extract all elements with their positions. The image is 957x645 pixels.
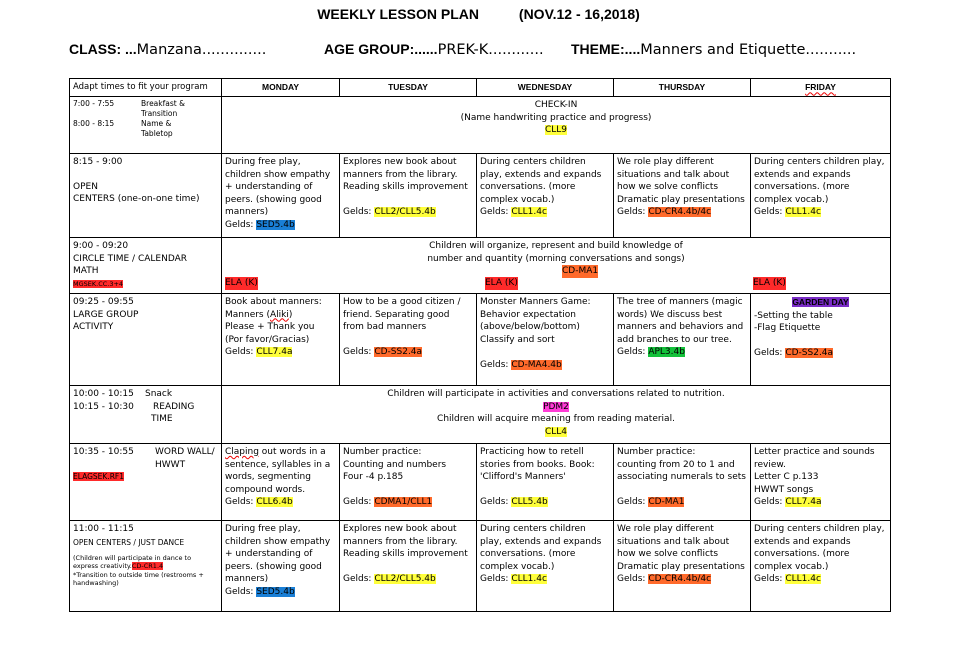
ela-badge-monday: ELA (K) (225, 278, 258, 288)
time-text: 10:35 - 10:55 (73, 447, 134, 457)
cell-text: -Setting the table (754, 310, 833, 321)
friday-cell (751, 294, 891, 386)
table-row (70, 154, 891, 238)
time-cell (70, 154, 222, 238)
cell-text (225, 309, 336, 322)
cell-text: Letter C p.133 (754, 472, 819, 482)
activity-text: CIRCLE TIME / CALENDAR (73, 253, 188, 264)
time-cell (70, 386, 222, 444)
tuesday-cell (340, 444, 477, 521)
age-group-label: AGE GROUP:...... (324, 41, 438, 57)
standard-code: CD-MA1 (648, 497, 685, 507)
gelds-label: Gelds: (754, 348, 783, 358)
snack-reading-cell (222, 386, 891, 444)
cell-text: Number practice: (617, 447, 696, 457)
standard-code: SED5.4b (256, 219, 295, 230)
checkin-desc: (Name handwriting practice and progress) (460, 112, 652, 123)
class-value: Manzana.............. (136, 42, 267, 58)
cell-text: Four -4 p.185 (343, 472, 404, 482)
table-header-row (70, 79, 891, 97)
monday-header: MONDAY (222, 79, 340, 97)
activity-text: LARGE GROUP (73, 309, 139, 320)
cell-text: During centers children play, extends and expands conversations. (more complex vocab.) (754, 157, 885, 205)
friday-cell (751, 154, 891, 238)
cell-text: We role play different situations and talk about how we solve conflicts Dramatic play presentations (617, 524, 745, 572)
cell-text: We role play different situations and talk about how we solve conflicts Dramatic play presentations (617, 157, 745, 205)
table-row (70, 444, 891, 521)
ela-badge-friday: ELA (K) (753, 278, 786, 288)
standard-code: CLL5.4b (511, 497, 548, 507)
friday-label: FRIDAY (805, 82, 836, 93)
friday-cell (751, 444, 891, 521)
standard-code: CLL1.4c (511, 574, 547, 584)
tuesday-cell (340, 294, 477, 386)
wednesday-cell (477, 521, 614, 612)
gelds-label: Gelds: (225, 586, 254, 597)
cell-text: number and quantity (morning conversations and songs) (427, 253, 685, 264)
age-group-field (324, 41, 544, 58)
time-text: 8:15 - 9:00 (73, 157, 123, 167)
tuesday-cell (340, 154, 477, 238)
cell-text: During free play, children show empathy + understanding of peers. (showing good manners) (225, 524, 331, 584)
standard-code: CLL1.4c (785, 207, 821, 217)
gelds-label: Gelds: (480, 359, 509, 370)
time-cell (70, 97, 222, 154)
gelds-label: Gelds: (225, 219, 254, 230)
cell-text: (Por favor/Gracias) (225, 334, 310, 345)
cell-text: Book about manners: (225, 297, 322, 307)
thursday-cell (614, 521, 751, 612)
cell-text: ) (288, 309, 293, 320)
cell-text: Children will participate in activities and conversations related to nutrition. (387, 389, 725, 399)
gelds-label: Gelds: (225, 497, 254, 507)
cell-text: Children will organize, represent and build knowledge of (429, 241, 683, 251)
cell-text: Please + Thank you (225, 322, 315, 332)
page-title (0, 6, 957, 22)
standard-code: CLL7.4a (785, 497, 822, 507)
cell-text: Children will acquire meaning from reading material. (437, 414, 675, 424)
standard-code: CD-SS2.4a (374, 347, 423, 357)
activity-text: OPEN (73, 181, 98, 192)
class-field (69, 41, 266, 58)
gelds-label: Gelds: (754, 497, 783, 507)
cell-text: Explores new book about manners from the library. Reading skills improvement (343, 524, 468, 559)
gelds-label: Gelds: (617, 497, 646, 507)
standard-code: APL3.4b (648, 347, 685, 357)
monday-cell (222, 294, 340, 386)
standard-code: CLL1.4c (511, 207, 547, 217)
table-row (70, 97, 891, 154)
cell-text: Counting and numbers (343, 459, 447, 470)
time-text: 9:00 - 09:20 (73, 241, 129, 251)
activity-text: READING (153, 401, 195, 412)
standard-code: CLL2/CLL5.4b (374, 207, 436, 217)
cell-text: counting from 20 to 1 and associating numerals to sets (617, 459, 746, 482)
checkin-cell (222, 97, 891, 154)
thursday-cell (614, 444, 751, 521)
ela-badge-wednesday: ELA (K) (485, 278, 518, 288)
thursday-cell (614, 294, 751, 386)
activity-text: CENTERS (one-on-one time) (73, 194, 200, 204)
cell-text: How to be a good citizen / friend. Separating good from bad manners (343, 297, 461, 332)
thursday-cell (614, 154, 751, 238)
time-text: 11:00 - 11:15 (73, 524, 134, 534)
cell-text: Monster Manners Game: Behavior expectation (above/below/bottom) Classify and sort (480, 297, 591, 345)
standard-code: CD-CR4.4b/4c (648, 574, 712, 584)
time-text: 09:25 - 09:55 (73, 297, 134, 307)
gelds-label: Gelds: (480, 497, 509, 507)
gelds-label: Gelds: (617, 207, 646, 217)
monday-cell (222, 521, 340, 612)
standard-code: MGSEK.CC.3+4 (73, 279, 124, 288)
theme-field (571, 41, 856, 58)
wednesday-cell (477, 444, 614, 521)
activity-text: WORD WALL/ (155, 447, 215, 457)
gelds-label: Gelds: (617, 347, 646, 357)
gelds-label: Gelds: (343, 207, 372, 217)
activity-text: Tabletop (141, 129, 173, 138)
standard-code: CLL6.4b (256, 497, 293, 507)
lesson-plan-table (69, 78, 891, 612)
cell-text: The tree of manners (magic words) We discuss best manners and behaviors and add branches to our tree. (617, 297, 744, 345)
checkin-title: CHECK-IN (534, 100, 578, 110)
class-label: CLASS: ... (69, 41, 137, 57)
standard-code: PDM2 (543, 401, 569, 412)
wednesday-cell (477, 154, 614, 238)
wednesday-cell (477, 294, 614, 386)
theme-label: THEME:.... (571, 41, 641, 57)
activity-text: Transition (141, 109, 178, 118)
gelds-label: Gelds: (480, 574, 509, 584)
time-cell (70, 444, 222, 521)
gelds-label: Gelds: (480, 207, 509, 217)
cell-text: During centers children play, extends and expands conversations. (more complex vocab.) (480, 524, 602, 572)
tuesday-cell (340, 521, 477, 612)
standard-code: CD-MA4.4b (511, 359, 562, 370)
gelds-label: Gelds: (225, 347, 254, 357)
standard-code: CLL7.4a (256, 347, 293, 357)
standard-code: CD-MA1 (562, 266, 599, 276)
gelds-label: Gelds: (343, 574, 372, 584)
table-row (70, 386, 891, 444)
activity-text: TIME (151, 414, 173, 424)
thursday-header: THURSDAY (614, 79, 751, 97)
date-range: (NOV.12 - 16,2018) (518, 6, 640, 22)
tuesday-header: TUESDAY (340, 79, 477, 97)
activity-text: Snack (145, 389, 173, 399)
time-cell (70, 521, 222, 612)
cell-text: Number practice: (343, 447, 422, 457)
title-text: WEEKLY LESSON PLAN (317, 6, 480, 22)
gelds-label: Gelds: (617, 574, 646, 584)
cell-text: Practicing how to retell stories from books. Book: 'Clifford's Manners' (480, 447, 595, 482)
gelds-label: Gelds: (754, 574, 783, 584)
standard-code: CDMA1/CLL1 (374, 497, 433, 507)
time-cell (70, 238, 222, 294)
cell-text: out words in a sentence, syllables in a words, segmenting compound words. (225, 447, 331, 495)
monday-cell (222, 444, 340, 521)
standard-code: ELAGSEK.RF1 (73, 472, 124, 481)
cell-text: Claping (225, 447, 259, 457)
time-text: 10:15 - 10:30 (73, 401, 134, 412)
standard-code: CLL9 (544, 125, 568, 135)
activity-text: Name & (141, 119, 172, 128)
note-text: (Children will participate in dance to express creativity. (73, 553, 192, 570)
time-column-header: Adapt times to fit your program (70, 79, 222, 97)
garden-day-badge: GARDEN DAY (792, 297, 849, 307)
cell-text: Manners ( (225, 309, 270, 320)
wednesday-header: WEDNESDAY (477, 79, 614, 97)
cell-text: Explores new book about manners from the library. Reading skills improvement (343, 157, 468, 192)
standard-code: CD-CR1.4 (131, 562, 164, 570)
standard-code: SED5.4b (256, 586, 295, 597)
age-group-value: PREK-K............ (437, 42, 544, 58)
monday-cell (222, 154, 340, 238)
cell-text: During centers children play, extends and expands conversations. (more complex vocab.) (754, 524, 885, 572)
time-text: 8:00 - 8:15 (73, 119, 115, 128)
table-row (70, 521, 891, 612)
activity-text: Breakfast & (141, 99, 185, 108)
time-text: 7:00 - 7:55 (73, 99, 115, 108)
activity-text: OPEN CENTERS / JUST DANCE (73, 537, 185, 547)
note-text: *Transition to outside time (restrooms + handwashing) (73, 570, 204, 587)
cell-text: -Flag Etiquette (754, 323, 821, 333)
standard-code: CD-SS2.4a (785, 348, 834, 358)
cell-text: During centers children play, extends and expands conversations. (more complex vocab.) (480, 157, 602, 205)
time-cell (70, 294, 222, 386)
cell-text: During free play, children show empathy + understanding of peers. (showing good manners) (225, 157, 331, 217)
gelds-label: Gelds: (754, 207, 783, 217)
table-row (70, 294, 891, 386)
gelds-label: Gelds: (343, 347, 372, 357)
standard-code: CLL4 (544, 426, 568, 437)
activity-text: HWWT (155, 459, 186, 470)
theme-value: Manners and Etiquette........... (640, 42, 857, 58)
circle-time-cell (222, 238, 891, 294)
table-row (70, 238, 891, 294)
standard-code: CLL1.4c (785, 574, 821, 584)
standard-code: CD-CR4.4b/4c (648, 207, 712, 217)
friday-cell (751, 521, 891, 612)
cell-text: HWWT songs (754, 484, 814, 495)
standard-code: CLL2/CLL5.4b (374, 574, 436, 584)
friday-header (751, 79, 891, 97)
author-name: Aliki (270, 309, 289, 320)
cell-text: Letter practice and sounds review. (754, 447, 875, 470)
gelds-label: Gelds: (343, 497, 372, 507)
activity-text: ACTIVITY (73, 322, 114, 332)
activity-text: MATH (73, 266, 99, 276)
time-text: 10:00 - 10:15 (73, 389, 134, 399)
